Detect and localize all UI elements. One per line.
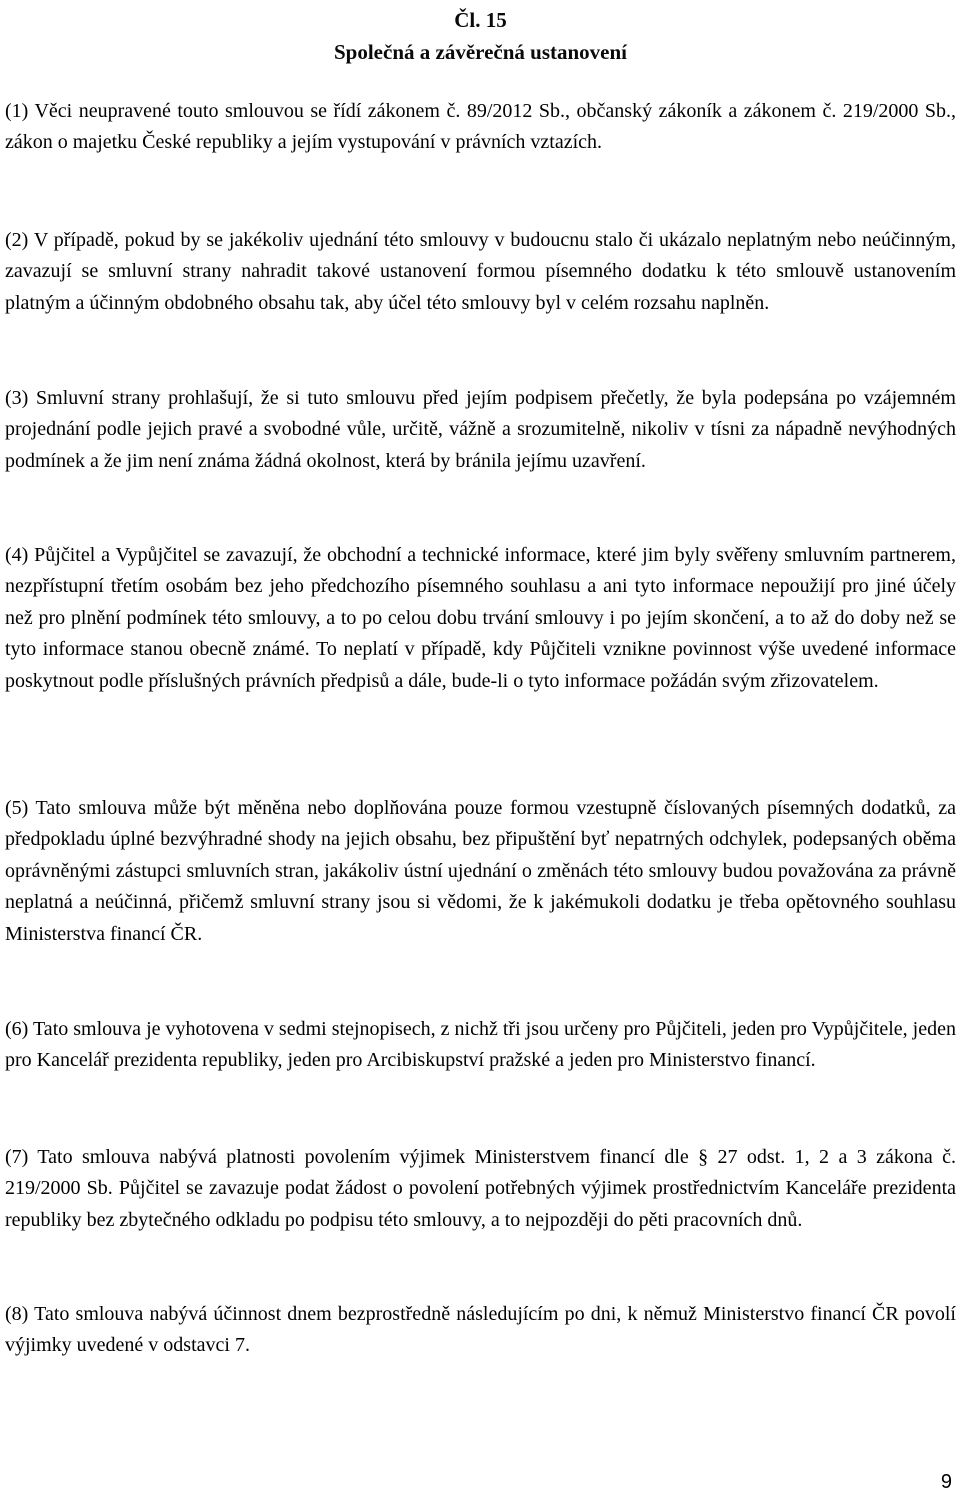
paragraph-7: (7) Tato smlouva nabývá platnosti povolením výjimek Ministerstvem financí dle § 27 odst. 1, 2 a 3 zákona č. 219/2000 Sb. Půjčitel se zavazuje podat žádost o povolení potřebných výjimek prostřednictvím Kanceláře prezidenta republiky bez zbytečného odkladu po podpisu této smlouvy, a to nejpozději do pěti pracovních dnů. bbox=[5, 1146, 956, 1231]
paragraph-3: (3) Smluvní strany prohlašují, že si tuto smlouvu před jejím podpisem přečetly, že byla podepsána po vzájemném projednání podle jejich pravé a svobodné vůle, určitě, vážně a srozumitelně, nikoliv v tísni za nápadně nevýhodných podmínek a že jim není známa žádná okolnost, která by bránila jejímu uzavření. bbox=[5, 387, 956, 472]
article-heading bbox=[5, 2, 956, 68]
paragraph-5: (5) Tato smlouva může být měněna nebo doplňována pouze formou vzestupně číslovaných písemných dodatků, za předpokladu úplné bezvýhradné shody na jejich obsahu, bez připuštění byť nepatrných odchylek, podepsaných oběma oprávněnými zástupci smluvních stran, jakákoliv ústní ujednání o změnách této smlouvy budou považována za právně neplatná a neúčinná, přičemž smluvní strany jsou si vědomi, že k jakémukoli dodatku je třeba opětovného souhlasu Ministerstva financí ČR. bbox=[5, 797, 956, 945]
paragraph-8: (8) Tato smlouva nabývá účinnost dnem bezprostředně následujícím po dni, k němuž Ministerstvo financí ČR povolí výjimky uvedené v odstavci 7. bbox=[5, 1303, 956, 1357]
paragraph-4: (4) Půjčitel a Vypůjčitel se zavazují, že obchodní a technické informace, které jim byly svěřeny smluvním partnerem, nezpřístupní třetím osobám bez jeho předchozího písemného souhlasu a ani tyto informace nepoužijí pro jiné účely než pro plnění podmínek této smlouvy, a to po celou dobu trvání smlouvy i po jejím skončení, a to až do doby než se tyto informace stanou obecně známé. To neplatí v případě, kdy Půjčiteli vznikne povinnost výše uvedené informace poskytnout podle příslušných právních předpisů a dále, bude-li o tyto informace požádán svým zřizovatelem. bbox=[5, 544, 956, 692]
article-title: Společná a závěrečná ustanovení bbox=[333, 40, 628, 64]
paragraph-2: (2) V případě, pokud by se jakékoliv ujednání této smlouvy v budoucnu stalo či ukázalo neplatným nebo neúčinným, zavazují se smluvní strany nahradit takové ustanovení formou písemného dodatku k této smlouvě ustanovením platným a účinným obdobného obsahu tak, aby účel této smlouvy byl v celém rozsahu naplněn. bbox=[5, 229, 956, 314]
paragraph-6: (6) Tato smlouva je vyhotovena v sedmi stejnopisech, z nichž tři jsou určeny pro Půjčiteli, jeden pro Vypůjčitele, jeden pro Kancelář prezidenta republiky, jeden pro Arcibiskupství pražské a jeden pro Ministerstvo financí. bbox=[5, 1018, 956, 1072]
paragraph-1: (1) Věci neupravené touto smlouvou se řídí zákonem č. 89/2012 Sb., občanský zákoník a zákonem č. 219/2000 Sb., zákon o majetku České republiky a jejím vystupování v právních vztazích. bbox=[5, 100, 956, 154]
page-number: 9 bbox=[940, 1471, 952, 1493]
article-number: Čl. 15 bbox=[454, 8, 507, 32]
